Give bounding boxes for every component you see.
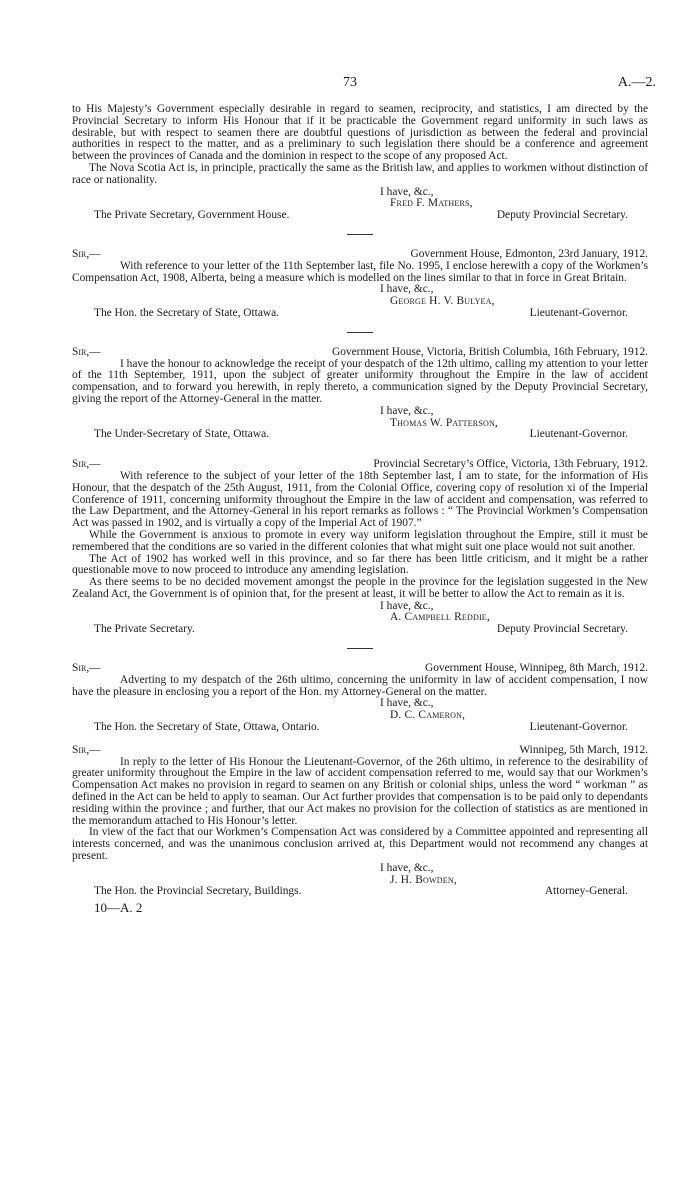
letter-dateline: Government House, Winnipeg, 8th March, 1912.	[425, 662, 648, 675]
letter-salutation: Sir,—	[72, 743, 101, 756]
letter-body: I have the honour to acknowledge the receipt of your despatch of the 12th ultimo, calling my attention to your letter of the 11th September, 1911, upon the subject of greater uniformity throughout the Empire in the law of accident compensation, and to forward you herewith, in reply thereto, a communication signed by the Deputy Provincial Secretary, giving the report of the Attorney-General in the matter.	[72, 357, 648, 405]
letter-attorney-general-winnipeg	[72, 745, 648, 898]
letter-signatory: Thomas W. Patterson,	[390, 416, 498, 429]
letter-footer-row	[72, 886, 648, 898]
letter-closing: I have, &c.,	[380, 861, 434, 874]
letter-footer-row	[72, 210, 648, 222]
letter-title: Lieutenant-Governor.	[529, 428, 628, 441]
letter-addressee: The Hon. the Secretary of State, Ottawa.	[94, 306, 280, 319]
letter-dateline: Winnipeg, 5th March, 1912.	[519, 743, 648, 756]
letter-alberta	[72, 249, 648, 320]
letter-signatory: Fred F. Mathers,	[390, 197, 473, 210]
letter-title: Attorney-General.	[544, 885, 628, 898]
letter-british-columbia	[72, 347, 648, 441]
letter-body: Adverting to my despatch of the 26th ultimo, concerning the uniformity in law of accident compensation, I now have the pleasure in enclosing you a report of the Hon. my Attorney-General on the matter.	[72, 673, 648, 698]
letter-dateline: Government House, Victoria, British Columbia, 16th February, 1912.	[332, 345, 648, 358]
letter-signatory: D. C. Cameron,	[390, 709, 466, 722]
letter-addressee: The Hon. the Provincial Secretary, Buildings.	[94, 885, 302, 898]
letter-signatory: J. H. Bowden,	[390, 873, 457, 886]
letter-closing: I have, &c.,	[380, 283, 434, 296]
letter-signatory: George H. V. Bulyea,	[390, 295, 495, 308]
letter-heading	[72, 745, 648, 757]
letter-manitoba	[72, 663, 648, 734]
document-reference: A.—2.	[617, 75, 656, 90]
letter-body: to His Majesty’s Government especially desirable in regard to seamen, reciprocity, and statistics, I am directed by the Provincial Secretary to inform His Honour that if it be practicable the Government regard uniformity in such laws as desirable, but with respect to seamen there are doubtful questions of jurisdiction as between the federal and provincial authorities in respect to the matter, and as a preliminary to such legislation there should be a conference and agreement between the provinces of Canada and the dominion in respect to the scope of any proposed Act.	[72, 103, 648, 163]
letter-body: In view of the fact that our Workmen’s Compensation Act was considered by a Committee appointed and representing all interests concerned, and was the unanimous conclusion arrived at, this Department would not recommend any changes at present.	[72, 826, 648, 863]
letter-provincial-secretary-victoria	[72, 459, 648, 636]
letter-heading	[72, 249, 648, 261]
letter-title: Lieutenant-Governor.	[529, 306, 628, 319]
page-number: 73	[343, 75, 357, 90]
page-content	[72, 104, 648, 914]
letter-body: The Act of 1902 has worked well in this province, and so far there has been little criticism, and it might be a rather questionable move to now proceed to introduce any amending legislation.	[72, 552, 648, 577]
letter-heading	[72, 347, 648, 359]
letter-body: In reply to the letter of His Honour the Lieutenant-Governor, of the 26th ultimo, in reference to the desirability of greater uniformity throughout the Empire in the law of accident compensation referred to me, would say that our Workmen’s Compensation Act makes no provision in regard to seamen on any British or colonial ships, unless the word “ workman ” as defined in the Act can be held to apply to seaman. Our Act further provides that compensation is to be paid only to dependants residing within the province ; and further, that our Act makes no provision for the collection of statistics as are mentioned in the memorandum attached to His Honour’s letter.	[72, 755, 648, 827]
letter-signatory: A. Campbell Reddie,	[390, 611, 490, 624]
letter-nova-scotia	[72, 104, 648, 222]
letter-body: With reference to your letter of the 11th September last, file No. 1995, I enclose herewith a copy of the Workmen’s Compensation Act, 1908, Alberta, being a measure which is modelled on the lines similar to that in force in Great Britain.	[72, 259, 648, 284]
letter-footer-row	[72, 429, 648, 441]
letter-closing: I have, &c.,	[380, 697, 434, 710]
letter-body: With reference to the subject of your letter of the 18th September last, I am to state, for the information of His Honour, that the despatch of the 25th August, 1911, from the Colonial Office, covering copy of resolution xi of the Imperial Conference of 1911, concerning uniformity throughout the Empire in the law of accident and compensation, was referred to the Law Department, and the Attorney-General in his report remarks as follows : “ The Provincial Workmen’s Compensation Act was passed in 1902, and is virtually a copy of the Imperial Act of 1907.”	[72, 469, 648, 530]
letter-salutation: Sir,—	[72, 247, 101, 260]
section-divider	[347, 332, 373, 333]
letter-body: As there seems to be no decided movement amongst the people in the province for the legislation suggested in the New Zealand Act, the Government is of opinion that, for the present at least, it will be better to allow the Act to remain as it is.	[72, 576, 648, 600]
letter-dateline: Provincial Secretary’s Office, Victoria, 13th February, 1912.	[373, 458, 648, 471]
section-divider	[347, 234, 373, 235]
letter-title: Deputy Provincial Secretary.	[496, 623, 628, 636]
letter-addressee: The Private Secretary.	[94, 623, 195, 636]
letter-body: While the Government is anxious to promote in every way uniform legislation throughout the Empire, still it must be remembered that the conditions are so varied in the different colonies that what might suit one place would not suit another.	[72, 528, 648, 553]
letter-addressee: The Private Secretary, Government House.	[94, 209, 290, 222]
letter-addressee: The Hon. the Secretary of State, Ottawa, Ontario.	[94, 721, 320, 734]
section-divider	[347, 648, 373, 649]
letter-salutation: Sir,—	[72, 662, 101, 675]
letter-salutation: Sir,—	[72, 458, 101, 471]
letter-salutation: Sir,—	[72, 345, 101, 358]
letter-closing: I have, &c.,	[380, 599, 434, 612]
letter-footer-row	[72, 308, 648, 320]
letter-footer-row	[72, 722, 648, 734]
letter-title: Deputy Provincial Secretary.	[496, 209, 628, 222]
letter-addressee: The Under-Secretary of State, Ottawa.	[94, 428, 269, 441]
letter-closing: I have, &c.,	[380, 185, 434, 198]
letter-dateline: Government House, Edmonton, 23rd January, 1912.	[410, 247, 648, 260]
letter-title: Lieutenant-Governor.	[529, 721, 628, 734]
letter-body: The Nova Scotia Act is, in principle, practically the same as the British law, and applies to workmen without distinction of race or nationality.	[72, 161, 648, 186]
letter-closing: I have, &c.,	[380, 404, 434, 417]
letter-footer-row	[72, 624, 648, 636]
signature-mark: 10—A. 2	[94, 900, 143, 916]
